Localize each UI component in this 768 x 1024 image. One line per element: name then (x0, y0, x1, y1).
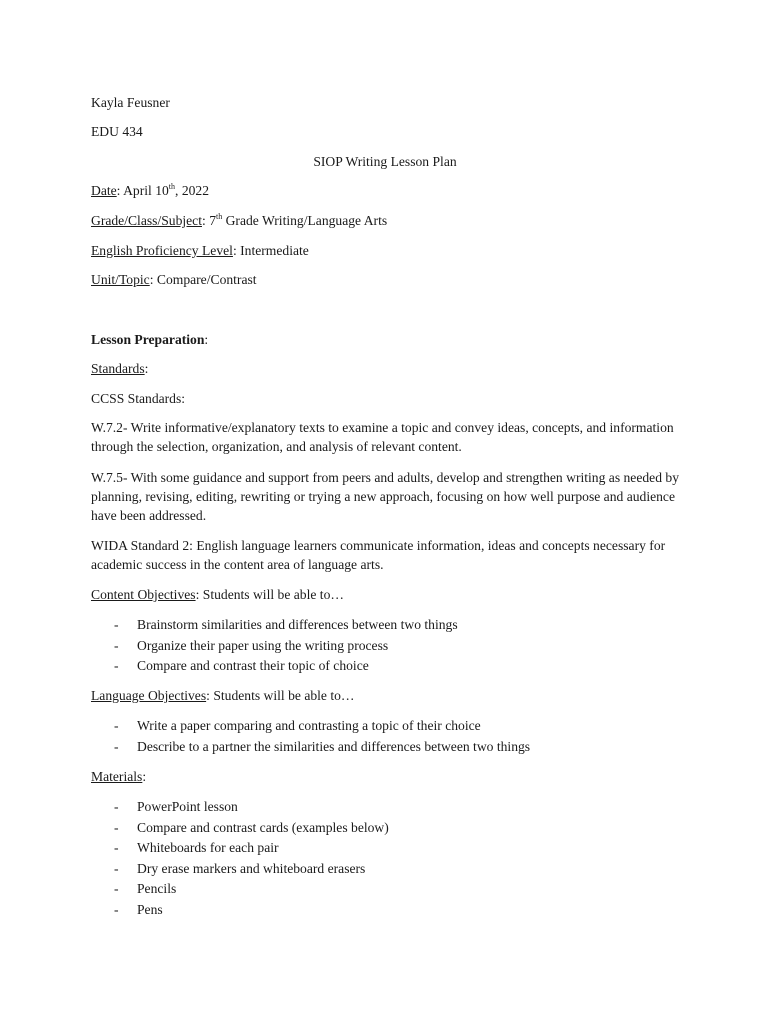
lesson-preparation-heading: Lesson Preparation: (91, 332, 209, 347)
proficiency-label: English Proficiency Level (91, 243, 233, 258)
standard-w72: W.7.2- Write informative/explanatory texts to examine a topic and convey ideas, concepts, and information through the selection, organization, and analysis of relevant content. (91, 420, 674, 454)
grade-value: 7th Grade Writing/Language Arts (209, 212, 388, 228)
proficiency-line: English Proficiency Level: Intermediate (91, 243, 309, 258)
list-item: - Organize their paper using the writing process (114, 637, 389, 653)
grade-line: Grade/Class/Subject: 7th Grade Writing/Language Arts (91, 212, 388, 228)
list-item: - Whiteboards for each pair (114, 840, 279, 855)
date-value: April 10th, 2022 (123, 182, 210, 198)
course-code: EDU 434 (91, 124, 143, 139)
list-item: - Pencils (114, 881, 177, 896)
author-name: Kayla Feusner (91, 95, 170, 110)
list-item: - Compare and contrast their topic of choice (114, 658, 369, 673)
grade-label: Grade/Class/Subject (91, 213, 202, 228)
ccss-standards-label: CCSS Standards: (91, 391, 186, 406)
date-label: Date (91, 183, 117, 198)
unit-value: Compare/Contrast (156, 272, 257, 287)
materials-heading: Materials: (91, 769, 147, 784)
unit-line: Unit/Topic: Compare/Contrast (91, 272, 257, 287)
wida-standard: WIDA Standard 2: English language learners communicate information, ideas and concepts necessary for academic success in the content area of language arts. (91, 538, 666, 572)
list-item: - Write a paper comparing and contrasting a topic of their choice (114, 718, 481, 733)
list-item: - PowerPoint lesson (114, 799, 238, 814)
list-item: - Pens (114, 901, 163, 917)
proficiency-value: Intermediate (240, 243, 309, 258)
content-objectives-list (91, 615, 458, 677)
materials-list (91, 797, 389, 920)
standards-heading: Standards: (91, 361, 149, 376)
language-objectives-heading: Language Objectives: Students will be able to… (91, 688, 355, 703)
language-objectives-list (91, 716, 530, 757)
list-item: - Compare and contrast cards (examples below) (114, 819, 389, 835)
unit-label: Unit/Topic (91, 272, 150, 287)
standard-w75: W.7.5- With some guidance and support from peers and adults, develop and strengthen writing as needed by planning, revising, editing, rewriting or trying a new approach, focusing on how well purpose and audience have been addressed. (91, 470, 679, 523)
list-item: - Describe to a partner the similarities and differences between two things (114, 738, 531, 754)
list-item: - Brainstorm similarities and differences between two things (114, 617, 458, 632)
list-item: - Dry erase markers and whiteboard erasers (114, 860, 366, 876)
document-title: SIOP Writing Lesson Plan (313, 154, 457, 169)
date-line: Date: April 10th, 2022 (91, 182, 210, 198)
content-objectives-heading: Content Objectives: Students will be able to… (91, 587, 344, 602)
